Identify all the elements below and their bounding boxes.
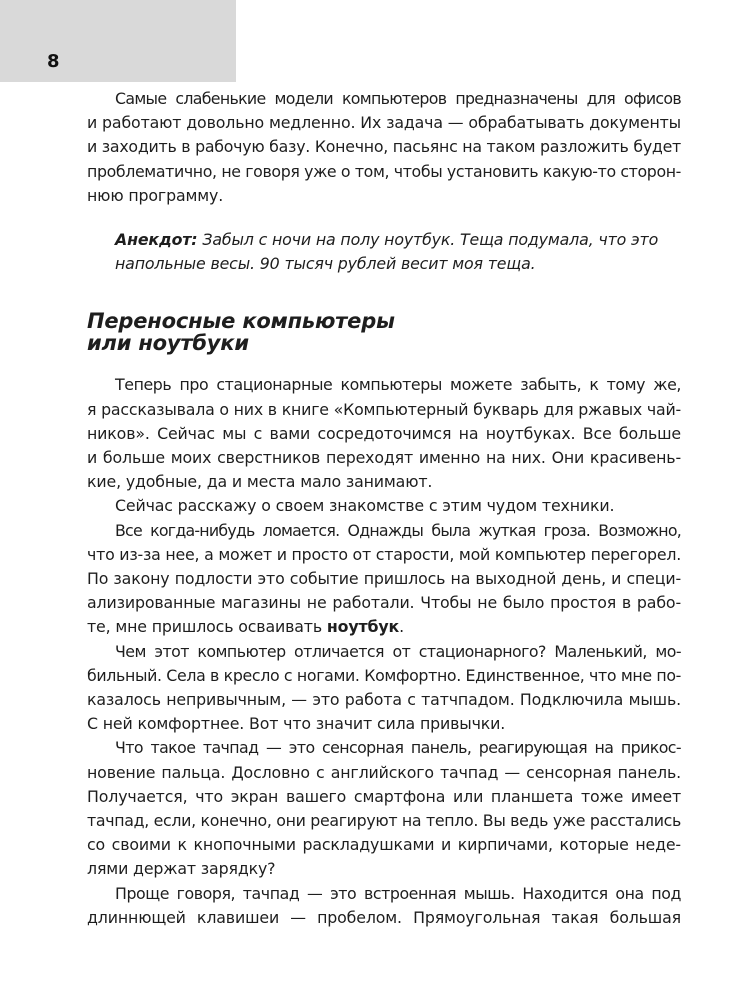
text-line: лями держат зарядку? [87,859,276,879]
text-line: Теперь про стационарные компьютеры можете забыть, к тому же, [115,375,681,395]
anecdote-text: напольные весы. 90 тысяч рублей весит моя теща. [115,254,536,274]
page-content [87,87,681,930]
text-line: Проще говоря, тачпад — это встроенная мышь. Находится она под [115,883,681,903]
paragraph [87,736,681,760]
text-line: ников». Сейчас мы с вами сосредоточимся на ноутбуках. Все больше [87,423,681,443]
paragraph-cont [87,761,681,785]
text-fragment: те, мне пришлось осваивать [87,617,327,637]
text-line: Сейчас расскажу о своем знакомстве с этим чудом техники. [115,496,615,516]
paragraph [87,373,681,397]
text-line: длиннющей клавишеи — пробелом. Прямоугольная такая большая [87,907,681,927]
page-number-tab [0,0,236,82]
text-line: проблематично, не говоря уже о том, чтобы установить какую-то сторон- [87,161,681,181]
page-number: 8 [47,51,60,72]
text-line: тачпад, если, конечно, они реагируют на тепло. Вы ведь уже расстались [87,811,681,831]
paragraph-cont [87,422,681,446]
text-line: казалось непривычным, — это работа с татчпадом. Подключила мышь. [87,690,681,710]
anecdote [87,228,681,276]
anecdote-text: Забыл с ночи на полу ноутбук. Теща подумала, что это [197,230,659,250]
paragraph-cont [87,543,681,567]
paragraph [87,519,681,543]
paragraph-cont [87,615,681,639]
paragraph-cont [87,857,681,881]
heading-line: или ноутбуки [87,331,249,356]
paragraph-cont [87,446,681,470]
text-line: Что такое тачпад — это сенсорная панель, реагирующая на прикос- [115,738,681,758]
paragraph-cont [87,688,681,712]
intro-paragraph [87,87,681,111]
anecdote-label: Анекдот: [115,230,198,250]
paragraph-cont [87,906,681,930]
paragraph-cont [87,712,681,736]
text-line: новение пальца. Дословно с английского тачпад — сенсорная панель. [87,762,681,782]
paragraph [87,640,681,664]
paragraph [87,882,681,906]
text-line: бильный. Села в кресло с ногами. Комфортно. Единственное, что мне по- [87,665,681,685]
text-line: кие, удобные, да и места мало занимают. [87,472,433,492]
text-line: со своими к кнопочными раскладушками и кирпичами, которые неде- [87,835,681,855]
text-fragment: . [399,617,404,637]
bold-term: ноутбук [326,617,400,637]
paragraph-cont [87,470,681,494]
intro-paragraph-cont [87,184,681,208]
text-line: Получается, что экран вашего смартфона или планшета тоже имеет [87,786,681,806]
paragraph-cont [87,809,681,833]
paragraph-cont [87,785,681,809]
text-line: я рассказывала о них в книге «Компьютерный букварь для ржавых чай- [87,399,681,419]
paragraph-cont [87,591,681,615]
paragraph-cont [87,833,681,857]
paragraph-cont [87,398,681,422]
paragraph-cont [87,664,681,688]
text-line: и больше моих сверстников переходят именно на них. Они красивень- [87,448,681,468]
intro-paragraph-cont [87,160,681,184]
text-line: что из-за нее, а может и просто от старости, мой компьютер перегорел. [87,544,681,564]
text-line: По закону подлости это событие пришлось на выходной день, и специ- [87,569,681,589]
text-line: Самые слабенькие модели компьютеров предназначены для офисов [115,89,681,108]
text-line: С ней комфортнее. Вот что значит сила привычки. [87,714,506,734]
paragraph [87,494,681,518]
text-line: нюю программу. [87,185,224,205]
paragraph-cont [87,567,681,591]
text-line: Все когда-нибудь ломается. Однажды была жуткая гроза. Возможно, [115,520,681,540]
text-line: ализированные магазины не работали. Чтобы не было простоя в рабо- [87,593,681,613]
section-heading [87,310,681,354]
text-line: и работают довольно медленно. Их задача — обрабатывать документы [87,113,681,133]
intro-paragraph-cont [87,111,681,135]
heading-line: Переносные компьютеры [87,309,395,334]
text-line: Чем этот компьютер отличается от стационарного? Маленький, мо- [115,641,681,661]
intro-paragraph-cont [87,135,681,159]
text-line: и заходить в рабочую базу. Конечно, пасьянс на таком разложить будет [87,137,681,157]
